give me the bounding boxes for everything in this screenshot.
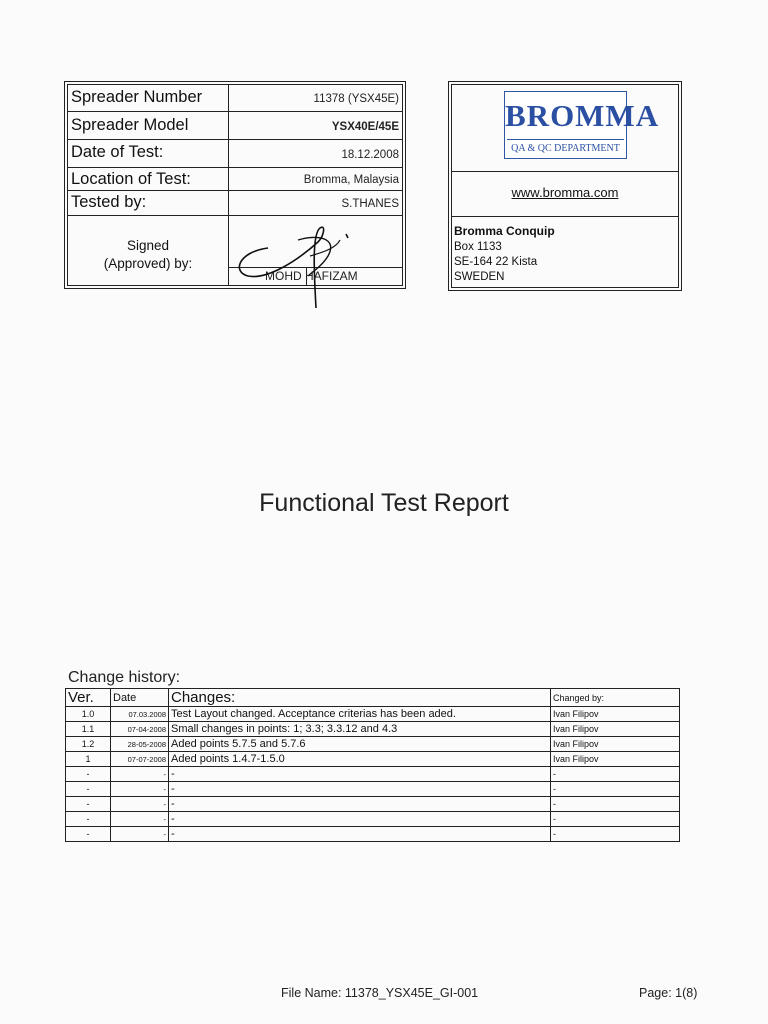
table-row: [66, 767, 680, 782]
website-link[interactable]: www.bromma.com: [511, 185, 619, 200]
cell-change: Aded points 5.7.5 and 5.7.6: [169, 737, 551, 752]
company-address: [454, 224, 555, 285]
footer-page-number: Page: 1(8): [639, 986, 698, 1000]
bromma-logo: [504, 91, 660, 159]
signed-line: Signed: [126, 238, 170, 253]
info-label: Spreader Model: [71, 116, 189, 134]
cell-changed-by: -: [551, 782, 680, 797]
cell-change: -: [169, 782, 551, 797]
cell-date: -: [111, 797, 169, 812]
cell-version: 1.0: [66, 707, 111, 722]
cell-date: -: [111, 827, 169, 842]
cell-version: 1.1: [66, 722, 111, 737]
cell-date: -: [111, 812, 169, 827]
column-divider: [228, 112, 229, 139]
cell-changed-by: -: [551, 797, 680, 812]
cell-change: -: [169, 812, 551, 827]
brand-divider: [452, 216, 678, 217]
logo-wordmark: BROMMA: [505, 98, 660, 133]
cell-change: Aded points 1.4.7-1.5.0: [169, 752, 551, 767]
cell-version: -: [66, 767, 111, 782]
column-header-ver: Ver.: [66, 689, 111, 707]
cell-date: 07.03.2008: [111, 707, 169, 722]
info-value: YSX40E/45E: [331, 121, 399, 133]
info-value: 11378 (YSX45E): [313, 93, 399, 105]
change-history-heading: Change history:: [68, 669, 181, 686]
column-divider: [228, 140, 229, 167]
approved-by-line: (Approved) by:: [103, 256, 193, 271]
bromma-contact-box: [448, 81, 682, 291]
address-line: SE-164 22 Kista: [454, 256, 538, 268]
table-row: [66, 722, 680, 737]
table-row: [66, 737, 680, 752]
cell-changed-by: Ivan Filipov: [551, 737, 680, 752]
cell-changed-by: -: [551, 812, 680, 827]
column-divider: [228, 85, 229, 111]
info-label: Tested by:: [71, 193, 147, 211]
logo-area: [452, 85, 678, 172]
table-row: [66, 707, 680, 722]
cell-changed-by: Ivan Filipov: [551, 752, 680, 767]
cell-changed-by: Ivan Filipov: [551, 707, 680, 722]
cell-changed-by: -: [551, 767, 680, 782]
cell-date: 07-07-2008: [111, 752, 169, 767]
cell-version: -: [66, 827, 111, 842]
bromma-box-inner: [451, 84, 679, 288]
info-value: 18.12.2008: [341, 149, 399, 161]
info-value: Bromma, Malaysia: [303, 174, 399, 186]
column-header-changes: Changes:: [169, 689, 551, 707]
signer-name: MOHD HAFIZAM: [265, 269, 358, 283]
document-title: Functional Test Report: [259, 489, 509, 517]
cell-change: -: [169, 797, 551, 812]
cell-version: -: [66, 797, 111, 812]
column-header-changed-by: Changed by:: [551, 689, 680, 707]
logo-department: QA & QC DEPARTMENT: [507, 139, 624, 154]
table-row: [66, 812, 680, 827]
cell-version: 1: [66, 752, 111, 767]
info-row-spreader-model: [68, 112, 402, 140]
address-line: Box 1133: [454, 241, 502, 253]
cell-changed-by: Ivan Filipov: [551, 722, 680, 737]
cell-date: 28-05-2008: [111, 737, 169, 752]
cell-change: Test Layout changed. Acceptance criterias has been aded.: [169, 707, 551, 722]
column-header-date: Date: [111, 689, 169, 707]
cell-change: -: [169, 827, 551, 842]
cell-change: -: [169, 767, 551, 782]
cell-version: -: [66, 782, 111, 797]
cell-date: -: [111, 767, 169, 782]
address-line: SWEDEN: [454, 271, 505, 283]
info-label: Spreader Number: [71, 88, 203, 106]
handwritten-signature: [228, 212, 368, 312]
table-row: [66, 782, 680, 797]
info-row-date-of-test: [68, 140, 402, 168]
table-header-row: [66, 689, 680, 707]
info-label: Location of Test:: [71, 170, 191, 188]
table-row: [66, 827, 680, 842]
info-label: Date of Test:: [71, 143, 164, 161]
cell-version: 1.2: [66, 737, 111, 752]
signed-approved-label: [68, 216, 228, 285]
info-value: S.THANES: [341, 198, 399, 210]
table-row: [66, 797, 680, 812]
cell-change: Small changes in points: 1; 3.3; 3.3.12 and 4.3: [169, 722, 551, 737]
company-name: Bromma Conquip: [454, 224, 555, 238]
column-divider: [228, 168, 229, 190]
change-history-table: [65, 688, 680, 842]
cell-date: 07-04-2008: [111, 722, 169, 737]
footer-file-name: File Name: 11378_YSX45E_GI-001: [281, 986, 479, 1000]
table-row: [66, 752, 680, 767]
info-row-location-of-test: [68, 168, 402, 191]
cell-version: -: [66, 812, 111, 827]
cell-date: -: [111, 782, 169, 797]
info-row-spreader-number: [68, 85, 402, 112]
cell-changed-by: -: [551, 827, 680, 842]
